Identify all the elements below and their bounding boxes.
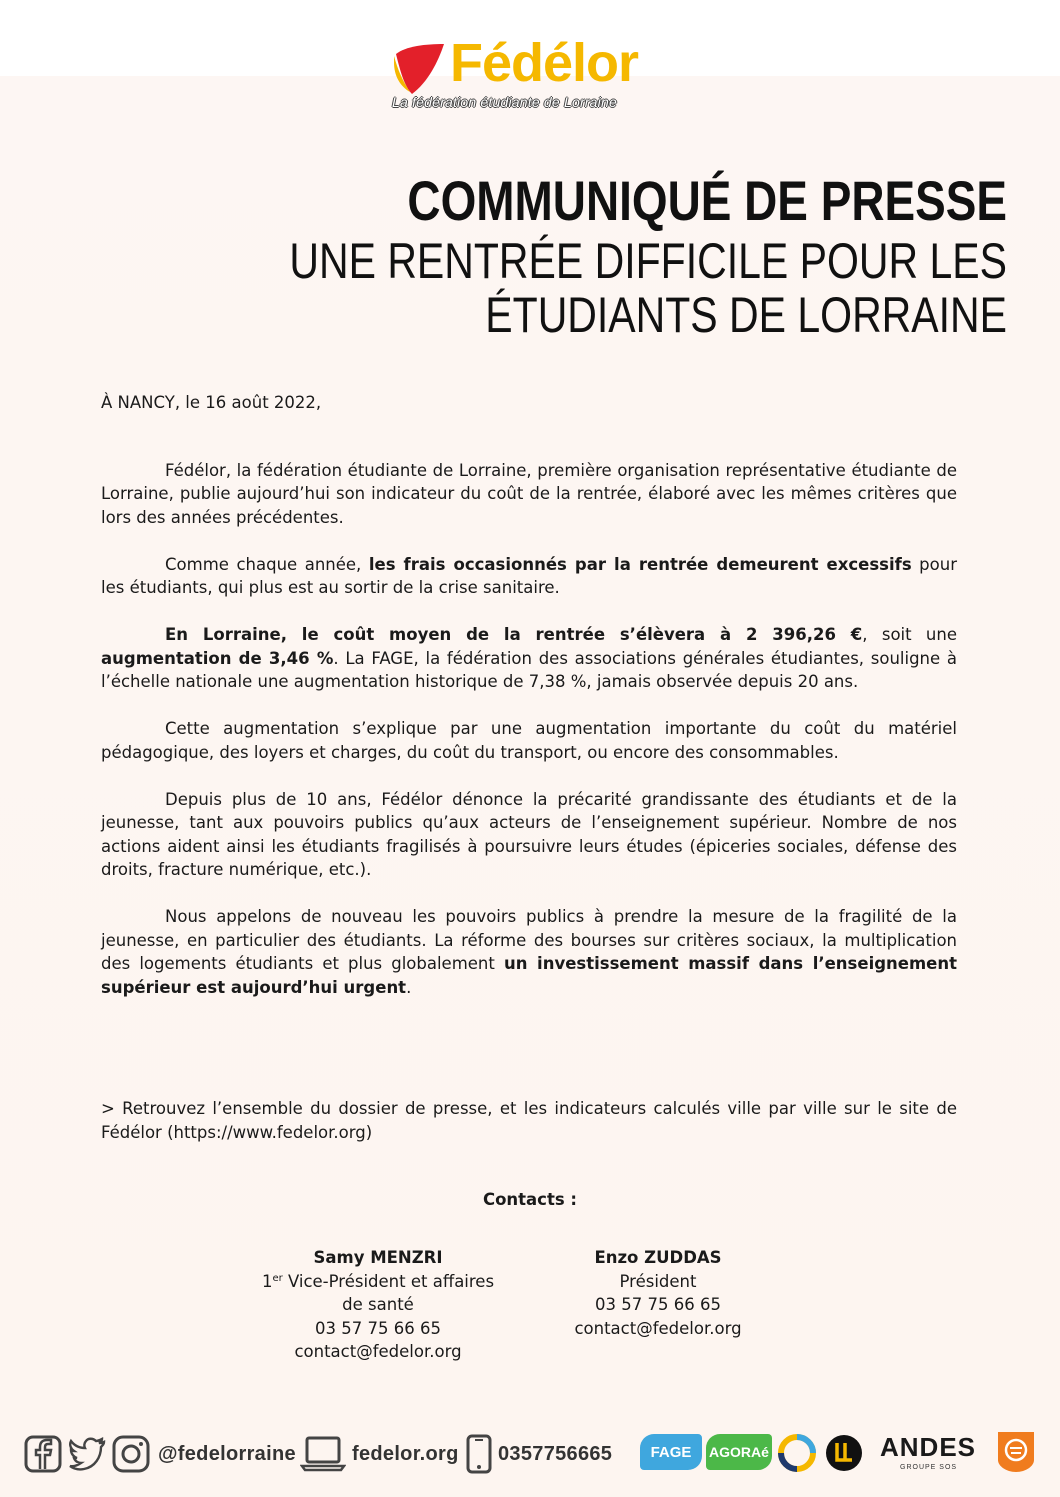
paragraph-intro: Fédélor, la fédération étudiante de Lorraine, première organisation représentative étudiante de Lorraine, publie aujourd’hui son indicateur du coût de la rentrée, élaboré avec les mêmes critères que lors des années précédentes. (101, 460, 957, 527)
andes-wordmark: ANDES (880, 1432, 977, 1462)
contact-card (238, 1246, 518, 1364)
andes-caption: GROUPE SOS (900, 1464, 958, 1471)
social-handle-wrap (158, 1428, 296, 1480)
agorae-logo: AGORAé (706, 1434, 772, 1470)
website-wrap (352, 1428, 459, 1480)
partner-shield-logo (996, 1430, 1036, 1474)
phone-icon (466, 1428, 492, 1480)
paragraph-precarity: Depuis plus de 10 ans, Fédélor dénonce la précarité grandissante des étudiants et de la jeunesse, tant aux pouvoirs publics qu’aux acteurs de l’enseignement supérieur. Nombre de nos actions aident ainsi les étudiants fragilisés à poursuivre leurs études (épiceries sociales, défense des droits, fracture numérique, etc.). (101, 789, 957, 879)
contact-role: 1er Vice-Président et affaires (261, 1271, 495, 1291)
paragraph-average-cost (101, 623, 957, 694)
twitter-icon (68, 1428, 106, 1480)
press-release-body (101, 391, 957, 1023)
contact-email: contact@fedelor.org (294, 1342, 462, 1361)
website-note: > Retrouvez l’ensemble du dossier de presse, et les indicateurs calculés ville par ville sur le site de Fédélor (https://www.fedelor.org) (101, 1099, 957, 1142)
contact-phone: 03 57 75 66 65 (315, 1318, 441, 1338)
press-release-heading (107, 168, 1007, 342)
contact-role: Président (619, 1271, 697, 1291)
paragraph-call-to-action (101, 905, 957, 999)
highlight-text: En Lorraine, le coût moyen de la rentrée s’élèvera à 2 396,26 € (165, 625, 863, 644)
facebook-icon (24, 1428, 62, 1480)
contact-email: contact@fedelor.org (574, 1318, 742, 1338)
logo-tagline: La fédération étudiante de Lorraine (392, 94, 617, 110)
website-link[interactable]: fedelor.org (352, 1442, 459, 1465)
dateline: À NANCY, le 16 août 2022, (101, 393, 322, 412)
page-subtitle-line-1: UNE RENTRÉE DIFFICILE POUR LES (289, 233, 1007, 289)
laptop-icon (300, 1428, 346, 1480)
paragraph-explanation: Cette augmentation s’explique par une augmentation importante du coût du matériel pédagogique, des loyers et charges, du coût du transport, ou encore des consommables. (101, 719, 957, 762)
paragraph-text: . La FAGE, la fédération des associations générales étudiantes, souligne à l’échelle nationale une augmentation historique de 7,38 %, jamais observée depuis 20 ans. (101, 648, 957, 691)
contact-name: Enzo ZUDDAS (594, 1248, 722, 1267)
paragraph-text: Nous appelons de nouveau les pouvoirs publics à prendre la mesure de la fragilité de la jeunesse, en particulier des étudiants. La réforme des bourses sur critères sociaux, la multiplication des logements étudiants et plus globalement (101, 907, 957, 973)
highlight-text: un investissement massif dans l’enseignement supérieur est aujourd’hui urgent (101, 954, 957, 997)
andes-logo (872, 1432, 990, 1476)
paragraph-text: Comme chaque année, (165, 554, 369, 574)
contact-card (528, 1246, 788, 1340)
footer-phone: 0357756665 (498, 1442, 613, 1465)
logo-leaf-icon (392, 40, 446, 96)
contact-name: Samy MENZRI (313, 1248, 443, 1267)
contact-role-line-2: de santé (342, 1295, 414, 1314)
highlight-text: les frais occasionnés par la rentrée demeurent excessifs (368, 554, 912, 574)
fage-logo: FAGE (640, 1434, 702, 1470)
contact-phone: 03 57 75 66 65 (595, 1295, 721, 1314)
logo-name: Fédélor (450, 33, 639, 93)
fedelor-logo (388, 33, 678, 116)
social-handle: @fedelorraine (158, 1442, 296, 1465)
instagram-icon (112, 1428, 150, 1480)
partner-ring-logo (776, 1432, 818, 1474)
page-subtitle-line-2: ÉTUDIANTS DE LORRAINE (485, 287, 1007, 343)
contacts-heading: Contacts : (482, 1190, 578, 1209)
paragraph-text: . (406, 977, 412, 997)
university-lorraine-logo (824, 1432, 864, 1474)
paragraph-text: , soit une (862, 625, 957, 644)
footer-phone-wrap (498, 1428, 612, 1480)
page-title: COMMUNIQUÉ DE PRESSE (407, 169, 1007, 232)
highlight-text: augmentation de 3,46 % (101, 648, 334, 668)
paragraph-text: pour les étudiants, qui plus est au sortir de la crise sanitaire. (101, 554, 957, 597)
paragraph-costs (101, 553, 957, 600)
